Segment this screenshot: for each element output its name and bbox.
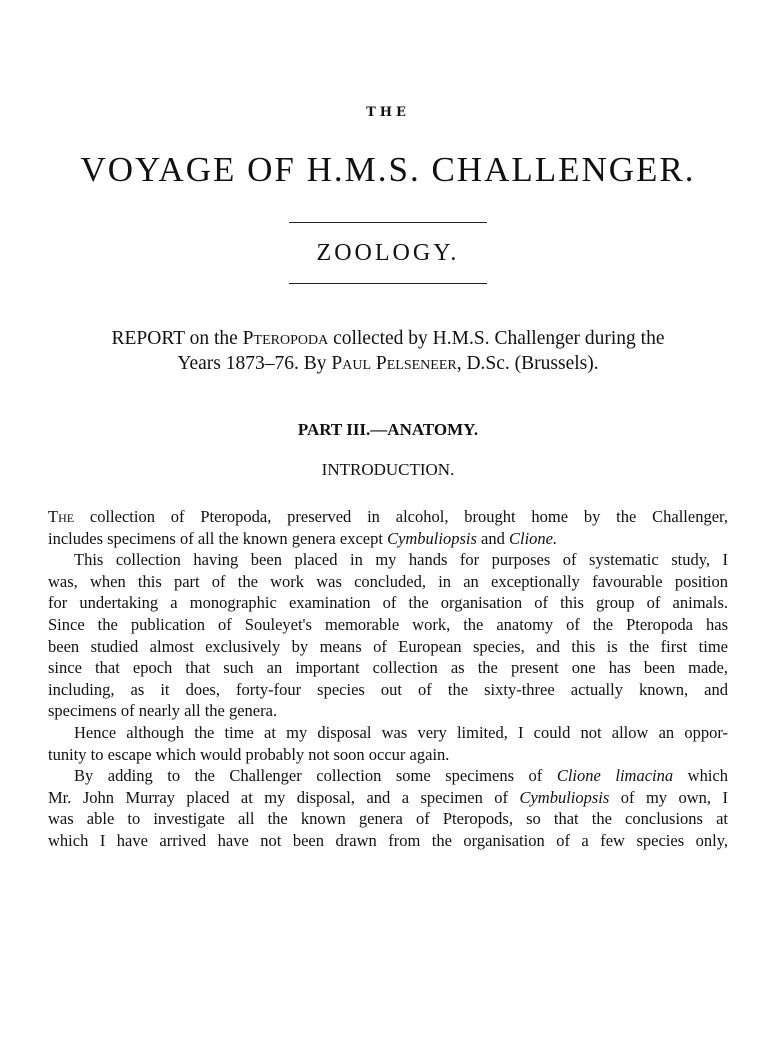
- text-line: This collection having been placed in my hands for purposes of systematic study, I: [74, 550, 728, 570]
- bottom-rule: [289, 283, 487, 284]
- text-line: specimens of nearly all the genera.: [48, 701, 278, 721]
- text-line: including, as it does, forty-four species out of the sixty-three actually known, and: [48, 679, 728, 699]
- text-line: includes specimens of all the known genera except Cymbuliopsis and Clione.: [48, 528, 558, 548]
- text-line: for undertaking a monographic examination of the organisation of this group of animals.: [48, 593, 728, 613]
- text-line: tunity to escape which would probably not soon occur again.: [48, 744, 450, 764]
- paragraph-4: [48, 765, 728, 851]
- text-line: was able to investigate all the known genera of Pteropods, so that the conclusions at: [48, 809, 728, 829]
- text-line: which I have arrived have not been drawn from the organisation of a few species only,: [48, 830, 728, 850]
- part-heading: PART III.—ANATOMY.: [297, 420, 479, 439]
- paragraph-1: [48, 506, 728, 549]
- text-line: since that epoch that such an important collection as the present one has been made,: [48, 658, 728, 678]
- report-title: [40, 326, 736, 376]
- text-line: been studied almost exclusively by means of European species, and this is the first time: [48, 636, 728, 656]
- paragraph-2: [48, 549, 728, 722]
- text-line: By adding to the Challenger collection some specimens of Clione limacina which: [74, 766, 728, 786]
- report-line-1: REPORT on the Pteropoda collected by H.M.S. Challenger during the: [111, 328, 665, 349]
- the-label: THE: [366, 105, 410, 120]
- paragraph-3: [48, 722, 728, 765]
- body-text: [48, 506, 728, 852]
- text-line: Since the publication of Souleyet's memorable work, the anatomy of the Pteropoda has: [48, 614, 728, 634]
- top-rule: [289, 222, 487, 223]
- text-line: The collection of Pteropoda, preserved in alcohol, brought home by the Challenger,: [48, 507, 728, 526]
- report-line-2: Years 1873–76. By Paul Pelseneer, D.Sc. (Brussels).: [177, 353, 599, 374]
- text-line: Mr. John Murray placed at my disposal, and a specimen of Cymbuliopsis of my own, I: [48, 787, 728, 807]
- main-title: VOYAGE OF H.M.S. CHALLENGER.: [80, 150, 696, 189]
- text-line: was, when this part of the work was concluded, in an exceptionally favourable position: [48, 571, 728, 591]
- intro-heading: INTRODUCTION.: [321, 460, 455, 479]
- section-title: ZOOLOGY.: [316, 240, 460, 266]
- text-line: Hence although the time at my disposal was very limited, I could not allow an oppor-: [74, 722, 728, 742]
